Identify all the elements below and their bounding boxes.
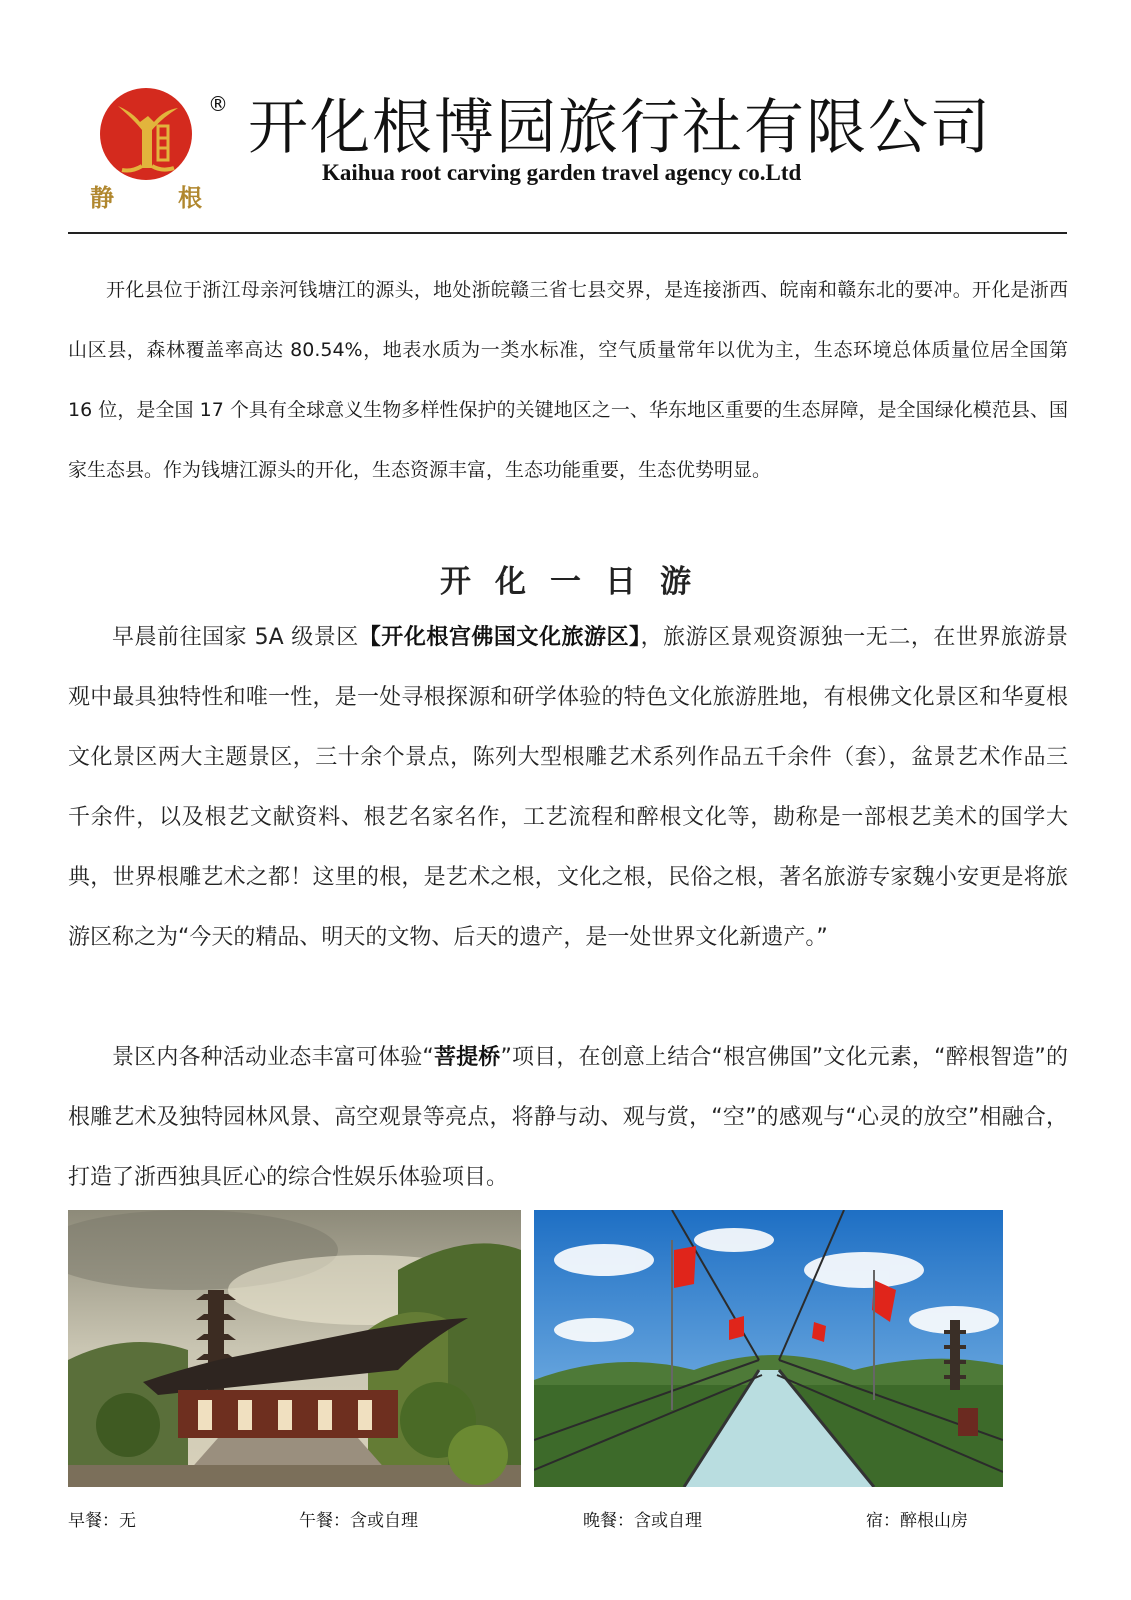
intro-paragraph: 开化县位于浙江母亲河钱塘江的源头，地处浙皖赣三省七县交界，是连接浙西、皖南和赣东北的要冲。开化是浙西山区县，森林覆盖率高达 80.54%，地表水质为一类水标准，空气质量常年以优为主，生态环境总体质量位居全国第 16 位，是全国 17 个具有全球意义生物多样性保护的关键地区之一、华东地区重要的生态屏障，是全国绿化模范县、国家生态县。作为钱塘江源头的开化，生态资源丰富，生态功能重要，生态优势明显。 [68, 279, 1068, 481]
p2-text-start: 景区内各种活动业态丰富可体验“ [112, 1045, 434, 1070]
dinner-info: 晚餐：含或自理 [583, 1511, 702, 1531]
company-name-english: Kaihua root carving garden travel agency co.Ltd [322, 160, 802, 185]
header-divider [68, 232, 1067, 234]
logo-glyph-left: 静 [90, 184, 114, 212]
p1-text-start: 早晨前往国家 5A 级景区 [112, 625, 359, 650]
logo-glyph-right: 根 [178, 184, 202, 212]
itinerary-paragraph-2 [68, 1028, 1068, 1208]
lunch-info: 午餐：含或自理 [299, 1511, 418, 1531]
breakfast-info: 早餐：无 [68, 1511, 136, 1531]
section-title: 开化一日游 [440, 564, 715, 600]
p1-text-rest: ，旅游区景观资源独一无二，在世界旅游景观中最具独特性和唯一性，是一处寻根探源和研学体验的特色文化旅游胜地，有根佛文化景区和华夏根文化景区两大主题景区，三十余个景点，陈列大型根雕艺术系列作品五千余件（套），盆景艺术作品三千余件，以及根艺文献资料、根艺名家名作，工艺流程和醉根文化等，勘称是一部根艺美术的国学大典，世界根雕艺术之都！这里的根，是艺术之根，文化之根，民俗之根，著名旅游专家魏小安更是将旅游区称之为“今天的精品、明天的文物、后天的遗产，是一处世界文化新遗产。” [68, 625, 1068, 950]
letterhead [0, 0, 1131, 240]
scenic-area-name: 【开化根宫佛国文化旅游区】 [358, 625, 641, 650]
p2-text-rest: ”项目，在创意上结合“根宫佛国”文化元素，“醉根智造”的根雕艺术及独特园林风景、高空观景等亮点，将静与动、观与赏，“空”的感观与“心灵的放空”相融合，打造了浙西独具匠心的综合性娱乐体验项目。 [68, 1045, 1068, 1190]
glass-bridge-photo [534, 1210, 1003, 1487]
temple-photo [68, 1210, 521, 1487]
bodhi-bridge-name: 菩提桥 [433, 1045, 501, 1070]
itinerary-paragraph-1 [68, 608, 1068, 968]
registered-mark: ® [208, 92, 228, 116]
lodging-info: 宿：醉根山房 [866, 1511, 968, 1531]
company-name-chinese: 开化根博园旅行社有限公司 [248, 93, 992, 163]
